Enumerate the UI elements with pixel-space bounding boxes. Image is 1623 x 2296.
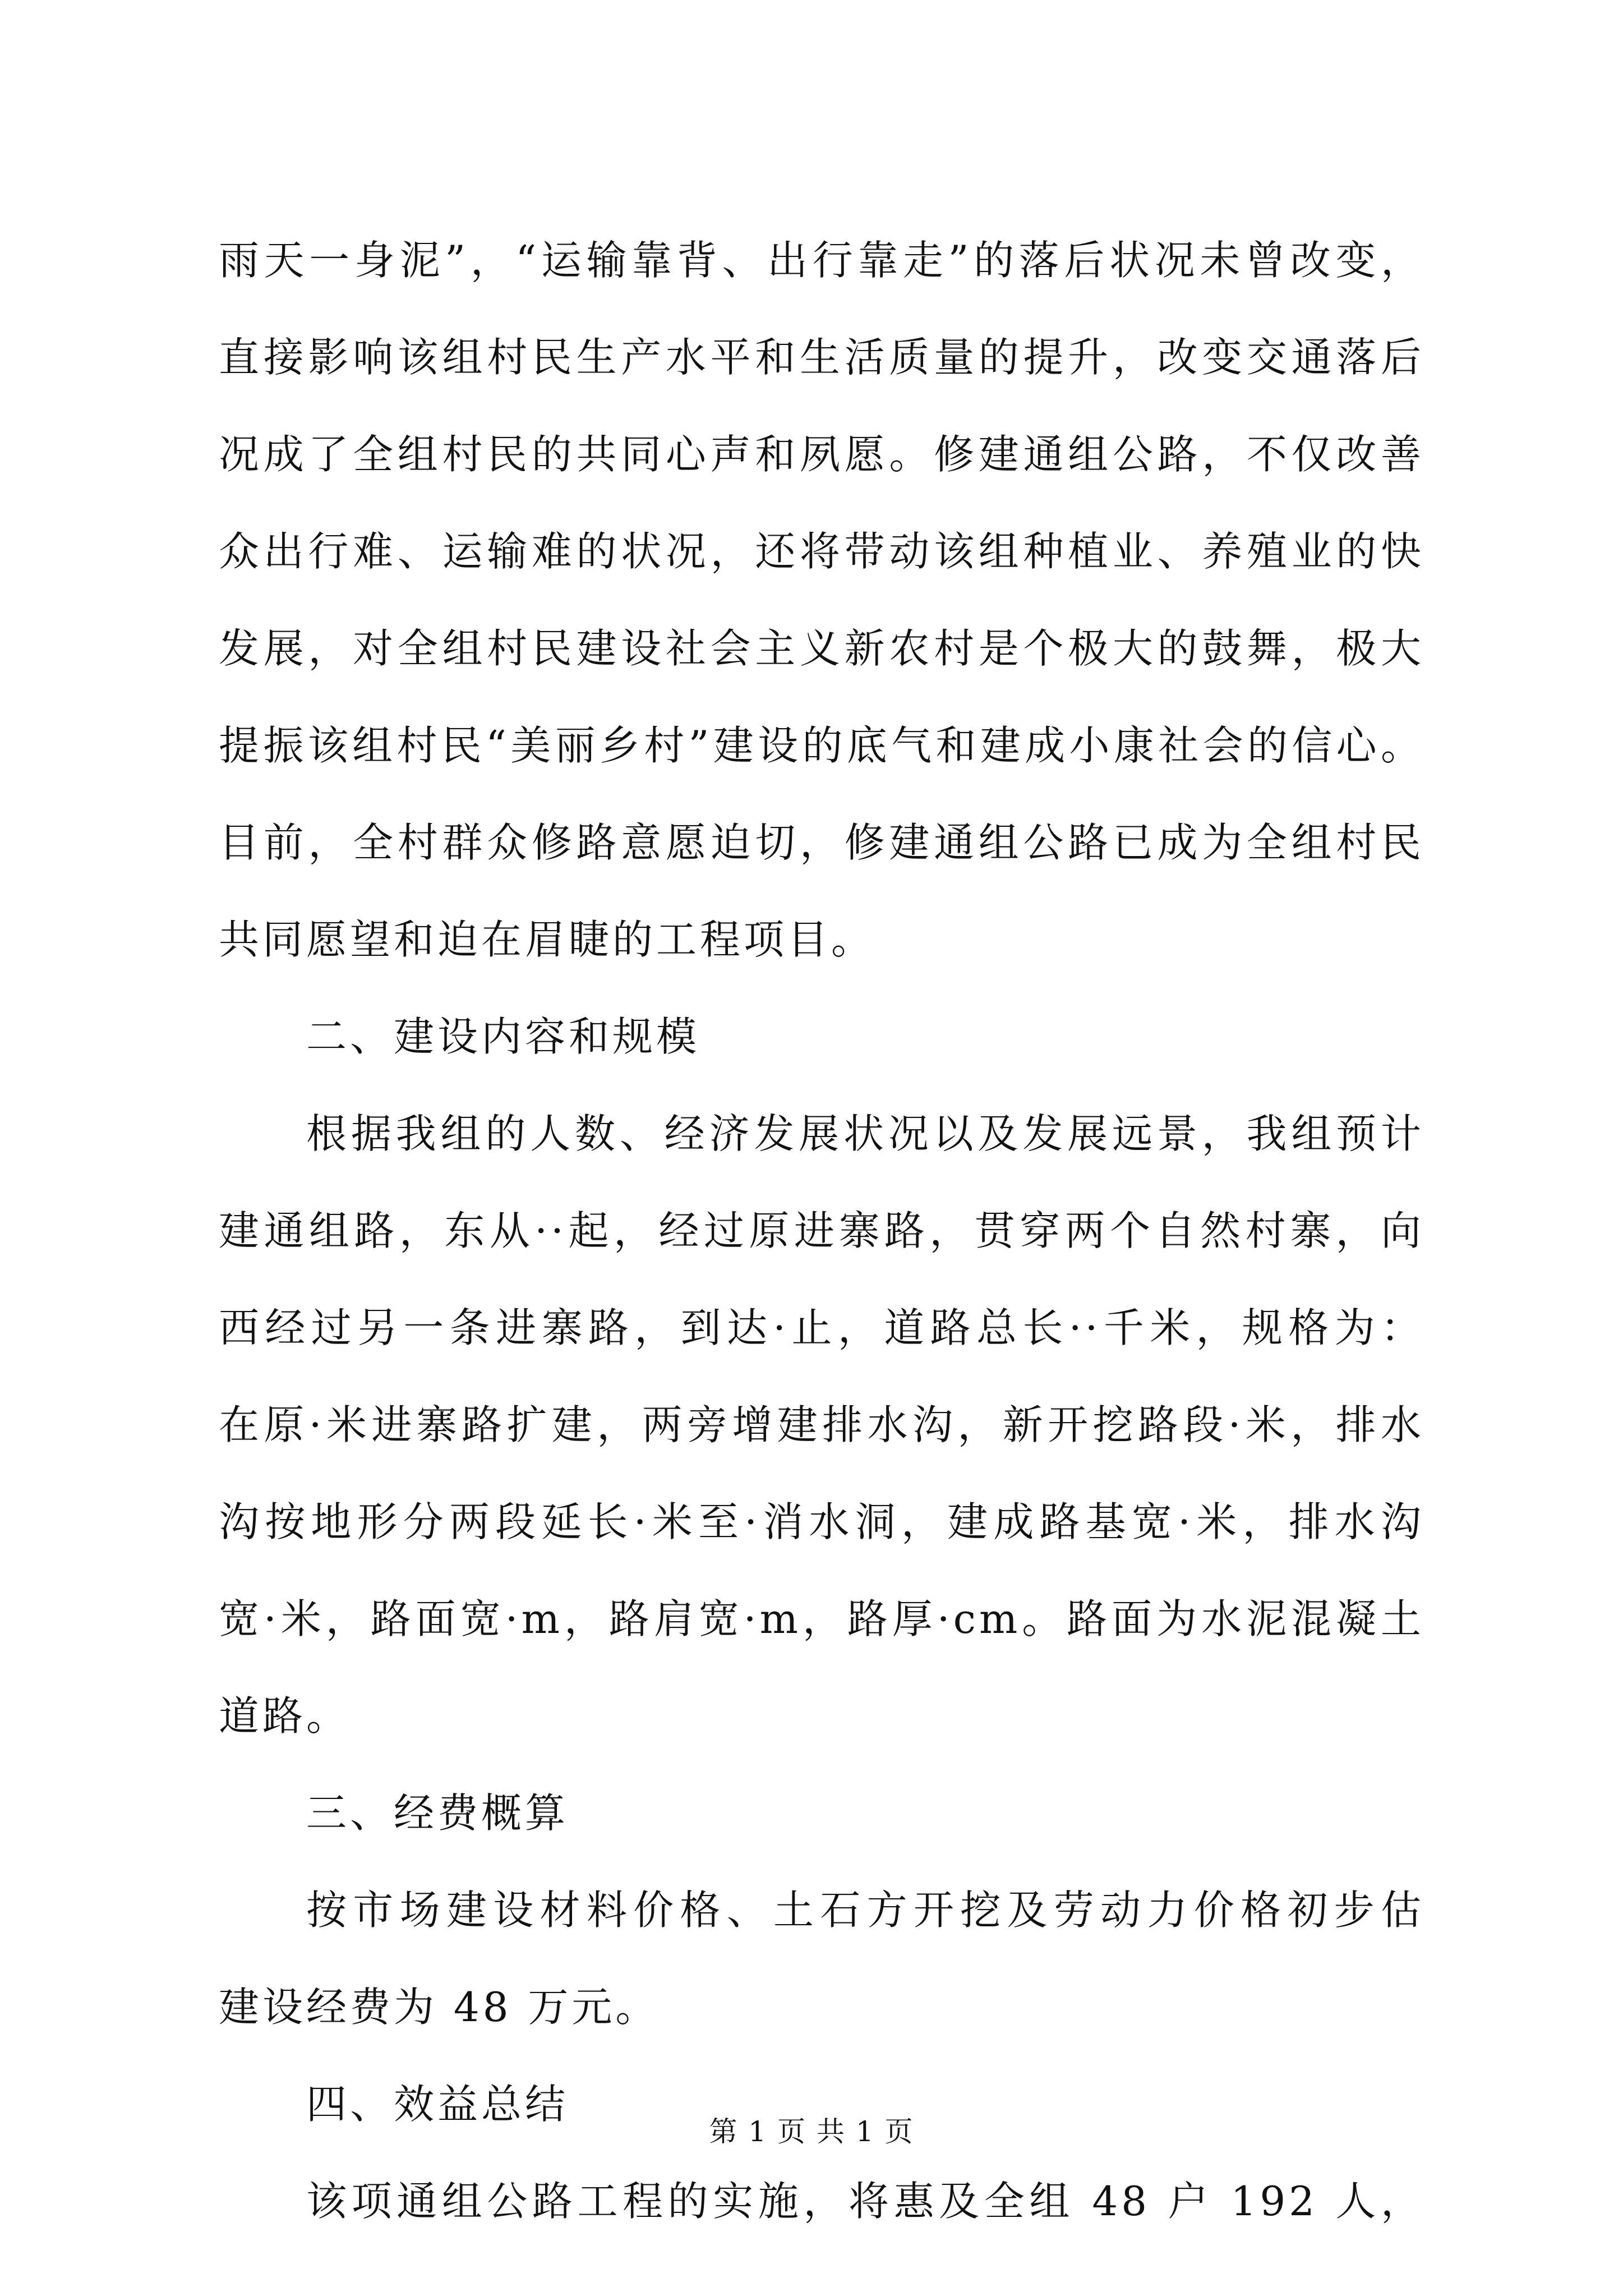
section-heading: 三、经费概算	[306, 1789, 569, 1837]
section-heading: 二、建设内容和规模	[306, 1013, 700, 1060]
paragraph-line: 目前，全村群众修路意愿迫切，修建通组公路已成为全组村民	[219, 819, 1424, 866]
paragraph-line: 况成了全组村民的共同心声和夙愿。修建通组公路，不仅改善	[219, 431, 1424, 478]
paragraph-line: 共同愿望和迫在眉睫的工程项目。	[219, 916, 875, 963]
page-footer: 第 1 页 共 1 页	[709, 2115, 914, 2148]
paragraph-line: 根据我组的人数、经济发展状况以及发展远景，我组预计	[306, 1110, 1424, 1157]
paragraph-line: 众出行难、运输难的状况，还将带动该组种植业、养殖业的快	[219, 528, 1424, 575]
paragraph-line: 雨天一身泥”，“运输靠背、出行靠走”的落后状况未曾改变，	[219, 237, 1424, 284]
paragraph-line: 提振该组村民“美丽乡村”建设的底气和建成小康社会的信心。	[219, 722, 1424, 769]
paragraph-line: 在原·米进寨路扩建，两旁增建排水沟，新开挖路段·米，排水	[219, 1401, 1424, 1448]
paragraph-line: 西经过另一条进寨路，到达·止，道路总长··千米，规格为：	[219, 1304, 1424, 1351]
section-heading: 四、效益总结	[306, 2081, 569, 2128]
paragraph-line: 建通组路，东从··起，经过原进寨路，贯穿两个自然村寨，向	[219, 1207, 1424, 1254]
paragraph-line: 建设经费为 48 万元。	[219, 1984, 660, 2031]
paragraph-line: 沟按地形分两段延长·米至·消水洞，建成路基宽·米，排水沟	[219, 1498, 1424, 1545]
paragraph-line: 直接影响该组村民生产水平和生活质量的提升，改变交通落后	[219, 334, 1424, 381]
paragraph-line: 道路。	[219, 1692, 351, 1740]
body-text	[219, 212, 1424, 2250]
paragraph-line: 按市场建设材料价格、土石方开挖及劳动力价格初步估	[306, 1887, 1424, 1934]
paragraph-line: 发展，对全组村民建设社会主义新农村是个极大的鼓舞，极大	[219, 625, 1424, 672]
paragraph-line: 宽·米，路面宽·m，路肩宽·m，路厚·cm。路面为水泥混凝土	[219, 1595, 1424, 1642]
paragraph-line: 该项通组公路工程的实施，将惠及全组 48 户 192 人，	[306, 2178, 1424, 2225]
